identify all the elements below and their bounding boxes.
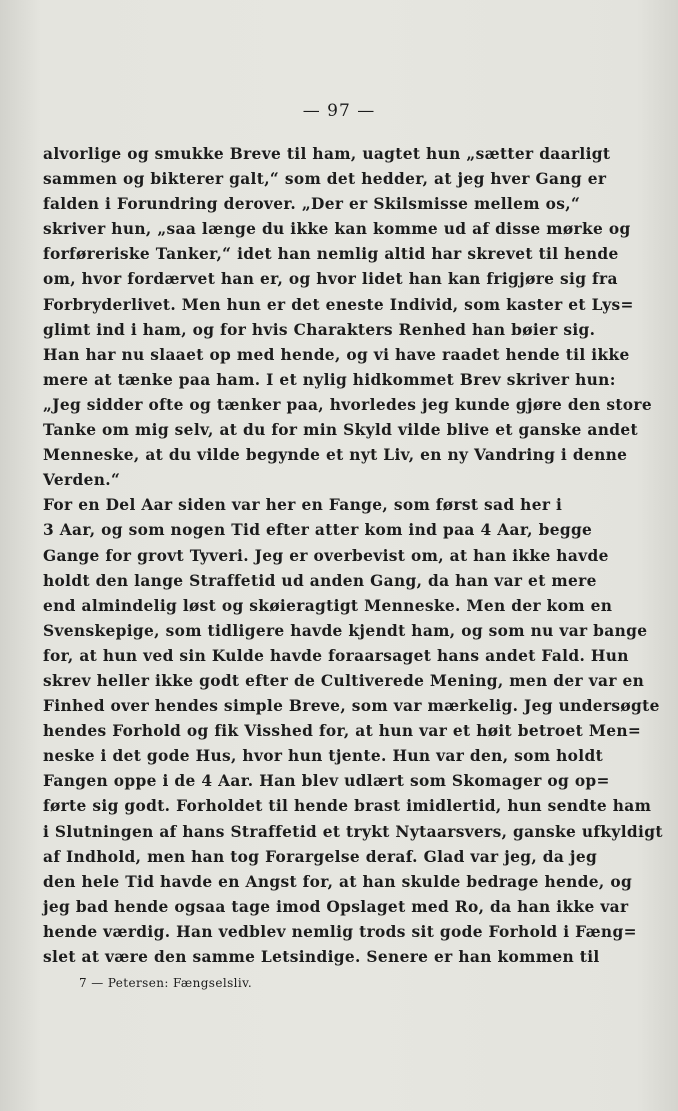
text-line: forføreriske Tanker,“ idet han nemlig altid har skrevet til hende [43, 245, 619, 264]
text-line: slet at være den samme Letsindige. Senere er han kommen til [43, 948, 600, 966]
text-line: jeg bad hende ogsaa tage imod Opslaget med Ro, da han ikke var [43, 897, 629, 916]
text-line: Fangen oppe i de 4 Aar. Han blev udlært som Skomager og op= [43, 772, 610, 791]
page-number: — 97 — [302, 101, 376, 121]
text-line: mere at tænke paa ham. I et nylig hidkommet Brev skriver hun: [43, 370, 616, 389]
text-line: sammen og bikterer galt,“ som det hedder, at jeg hver Gang er [43, 170, 607, 189]
text-line: 3 Aar, og som nogen Tid efter atter kom ind paa 4 Aar, begge [43, 521, 593, 540]
text-line: Tanke om mig selv, at du for min Skyld vilde blive et ganske andet [43, 421, 638, 440]
text-line: end almindelig løst og skøieragtigt Menneske. Men der kom en [43, 596, 613, 615]
text-line: Forbryderlivet. Men hun er det eneste Individ, som kaster et Lys= [43, 295, 634, 314]
text-line: skrev heller ikke godt efter de Cultiverede Mening, men der var en [43, 671, 645, 690]
text-line: falden i Forundring derover. „Der er Skilsmisse mellem os,“ [43, 195, 581, 214]
text-line: Menneske, at du vilde begynde et nyt Liv, en ny Vandring i denne [43, 446, 628, 465]
text-line: neske i det gode Hus, hvor hun tjente. Hun var den, som holdt [43, 747, 604, 766]
text-line: skriver hun, „saa længe du ikke kan komme ud af disse mørke og [43, 220, 631, 239]
signature-footer: 7 — Petersen: Fængselsliv. [79, 976, 253, 990]
text-line: Svenskepige, som tidligere havde kjendt ham, og som nu var bange [43, 621, 648, 640]
text-line: hende værdig. Han vedblev nemlig trods sit gode Forhold i Fæng= [43, 922, 637, 941]
text-line: „Jeg sidder ofte og tænker paa, hvorledes jeg kunde gjøre den store [43, 395, 653, 414]
text-line: Finhed over hendes simple Breve, som var mærkelig. Jeg undersøgte [43, 697, 660, 716]
text-line: Verden.“ [43, 471, 121, 490]
text-line: om, hvor fordærvet han er, og hvor lidet han kan frigjøre sig fra [43, 270, 618, 289]
text-line: i Slutningen af hans Straffetid et trykt Nytaarsvers, ganske ufkyldigt [43, 822, 663, 841]
text-line: holdt den lange Straffetid ud anden Gang, da han var et mere [43, 571, 597, 590]
text-line: alvorlige og smukke Breve til ham, uagtet hun „sætter daarligt [43, 145, 611, 163]
body-text [43, 142, 663, 970]
text-line: førte sig godt. Forholdet til hende brast imidlertid, hun sendte ham [43, 797, 652, 816]
text-line: For en Del Aar siden var her en Fange, som først sad her i [43, 496, 563, 515]
text-line: hendes Forhold og fik Visshed for, at hun var et høit betroet Men= [43, 722, 642, 741]
text-line: for, at hun ved sin Kulde havde foraarsaget hans andet Fald. Hun [43, 646, 629, 665]
text-line: af Indhold, men han tog Forargelse deraf. Glad var jeg, da jeg [43, 847, 598, 866]
text-line: glimt ind i ham, og for hvis Charakters Renhed han bøier sig. [43, 320, 596, 339]
text-line: den hele Tid havde en Angst for, at han skulde bedrage hende, og [43, 872, 633, 891]
text-line: Gange for grovt Tyveri. Jeg er overbevist om, at han ikke havde [43, 546, 609, 565]
text-line: Han har nu slaaet op med hende, og vi have raadet hende til ikke [43, 345, 630, 364]
